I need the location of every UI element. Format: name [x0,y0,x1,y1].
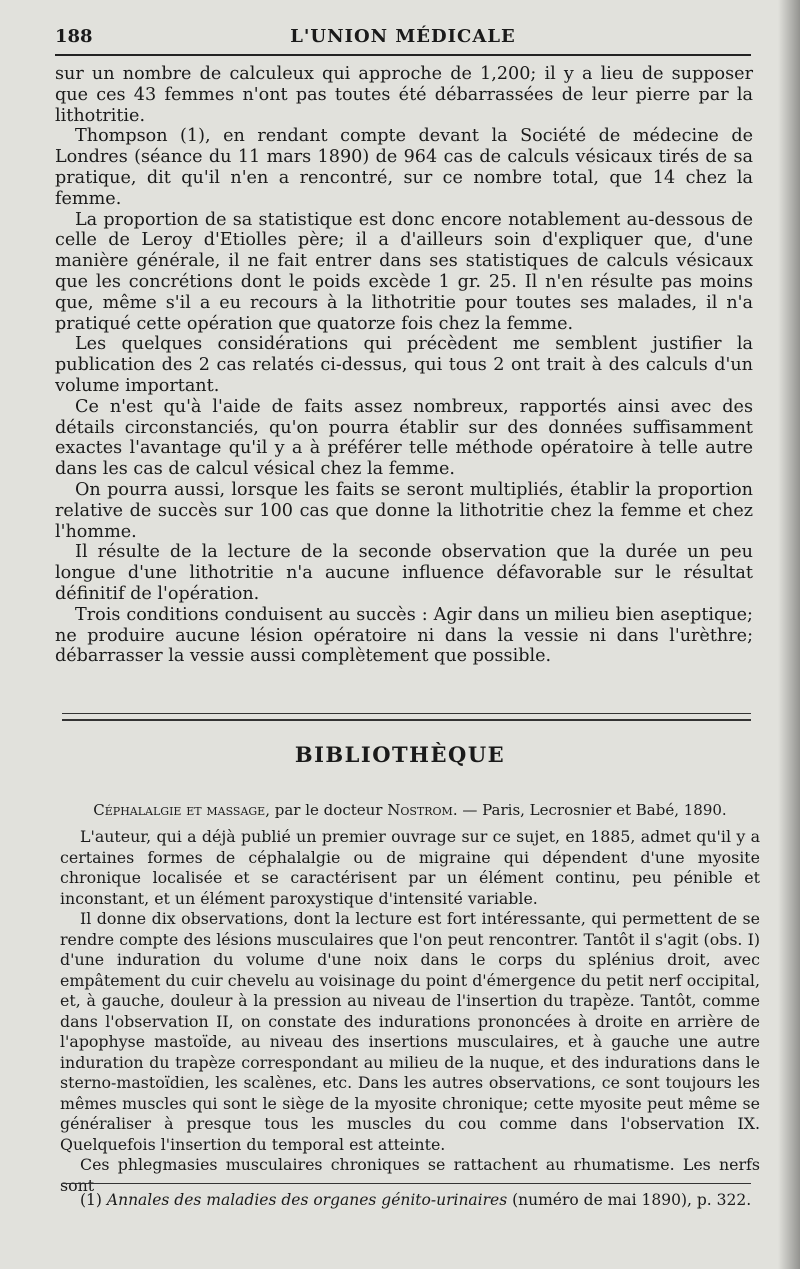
header-rule [55,54,751,56]
by-prefix: , par le docteur [265,801,388,819]
section-divider [62,713,751,721]
footnote-marker: (1) [80,1191,107,1209]
review-paragraph: Il donne dix observations, dont la lecture est fort intéressante, qui permettent de se rendre compte des lésions musculaires que l'on peut rencontrer. Tantôt il s'agit (obs. I) d'une induration du volume d'une noix dans le corps du splénius droit, avec empâtement du cuir chevelu au voisinage du point d'émergence du petit nerf occipital, et, à gauche, douleur à la pression au niveau de l'insertion du trapèze. Tantôt, comme dans l'observation II, on constate des indurations prononcées à droite en arrière de l'apophyse mastoïde, au niveau des insertions musculaires, et à gauche une autre induration du trapèze correspondant au milieu de la nuque, et des indurations dans le sterno-mastoïdien, les scalènes, etc. Dans les autres observations, ce sont toujours les mêmes muscles qui sont le siège de la myosite chronique; cette myosite peut même se généraliser à presque tous les muscles du cou comme dans l'observation IX. Quelquefois l'insertion du temporal est atteinte. [60,909,760,1154]
page-number: 188 [55,26,93,47]
review-paragraph: Ces phlegmasies musculaires chroniques se rattachent au rhumatisme. Les nerfs sont [60,1155,760,1195]
article-paragraph: sur un nombre de calculeux qui approche de 1,200; il y a lieu de supposer que ces 43 femmes n'ont pas toutes été débarrassées de leur pierre par la lithotritie. [55,64,753,126]
review-heading [70,801,750,819]
article-paragraph: Thompson (1), en rendant compte devant la Société de médecine de Londres (séance du 11 mars 1890) de 964 cas de calculs vésicaux tirés de sa pratique, dit qu'il n'en a rencontré, sur ce nombre total, que 14 chez la femme. [55,126,753,209]
book-author: Nostrom [387,801,453,819]
article-body [55,64,753,667]
article-paragraph: Il résulte de la lecture de la seconde observation que la durée un peu longue d'une lithotritie n'a aucune influence défavorable sur le résultat définitif de l'opération. [55,542,753,604]
footnote [80,1190,770,1210]
footnote-source: Annales des maladies des organes génito-urinaires [106,1191,508,1209]
footnote-rule [62,1183,751,1184]
review-paragraph: L'auteur, qui a déjà publié un premier ouvrage sur ce sujet, en 1885, admet qu'il y a certaines formes de céphalalgie ou de migraine qui dépendent d'une myosite chronique localisée et se caractérisent par un élément continu, peu pénible et inconstant, et un élément paroxystique d'intensité variable. [60,827,760,908]
article-paragraph: Trois conditions conduisent au succès : Agir dans un milieu bien aseptique; ne produire aucune lésion opératoire ni dans la vessie ni dans l'urèthre; débarrasser la vessie aussi complètement que possible. [55,604,753,667]
footnote-detail: (numéro de mai 1890), p. 322. [507,1191,752,1209]
publication-info: . — Paris, Lecrosnier et Babé, 1890. [452,801,727,819]
review-body [60,827,760,1196]
article-paragraph: Les quelques considérations qui précèdent me semblent justifier la publication des 2 cas relatés ci-dessus, qui tous 2 ont trait à des calculs d'un volume important. [55,334,753,396]
page-spine-shadow [778,0,800,1269]
section-title: BIBLIOTHÈQUE [294,742,506,767]
book-title: Céphalalgie et massage [93,801,266,819]
article-paragraph: La proportion de sa statistique est donc encore notablement au-dessous de celle de Leroy d'Etiolles père; il a d'ailleurs soin d'expliquer que, d'une manière générale, il ne fait entrer dans ses statistiques de calculs vésicaux que les concrétions dont le poids excède 1 gr. 25. Il n'en résulte pas moins que, même s'il a eu recours à la lithotritie pour toutes ses malades, il n'a pratiqué cette opération que quatorze fois chez la femme. [55,209,753,334]
journal-title: L'UNION MÉDICALE [290,26,516,47]
article-paragraph: On pourra aussi, lorsque les faits se seront multipliés, établir la proportion relative de succès sur 100 cas que donne la lithotritie chez la femme et chez l'homme. [55,479,753,542]
running-head [55,26,751,52]
article-paragraph: Ce n'est qu'à l'aide de faits assez nombreux, rapportés ainsi avec des détails circonstanciés, qu'on pourra établir sur des données suffisamment exactes l'avantage qu'il y a à préférer telle méthode opératoire à telle autre dans les cas de calcul vésical chez la femme. [55,396,753,480]
